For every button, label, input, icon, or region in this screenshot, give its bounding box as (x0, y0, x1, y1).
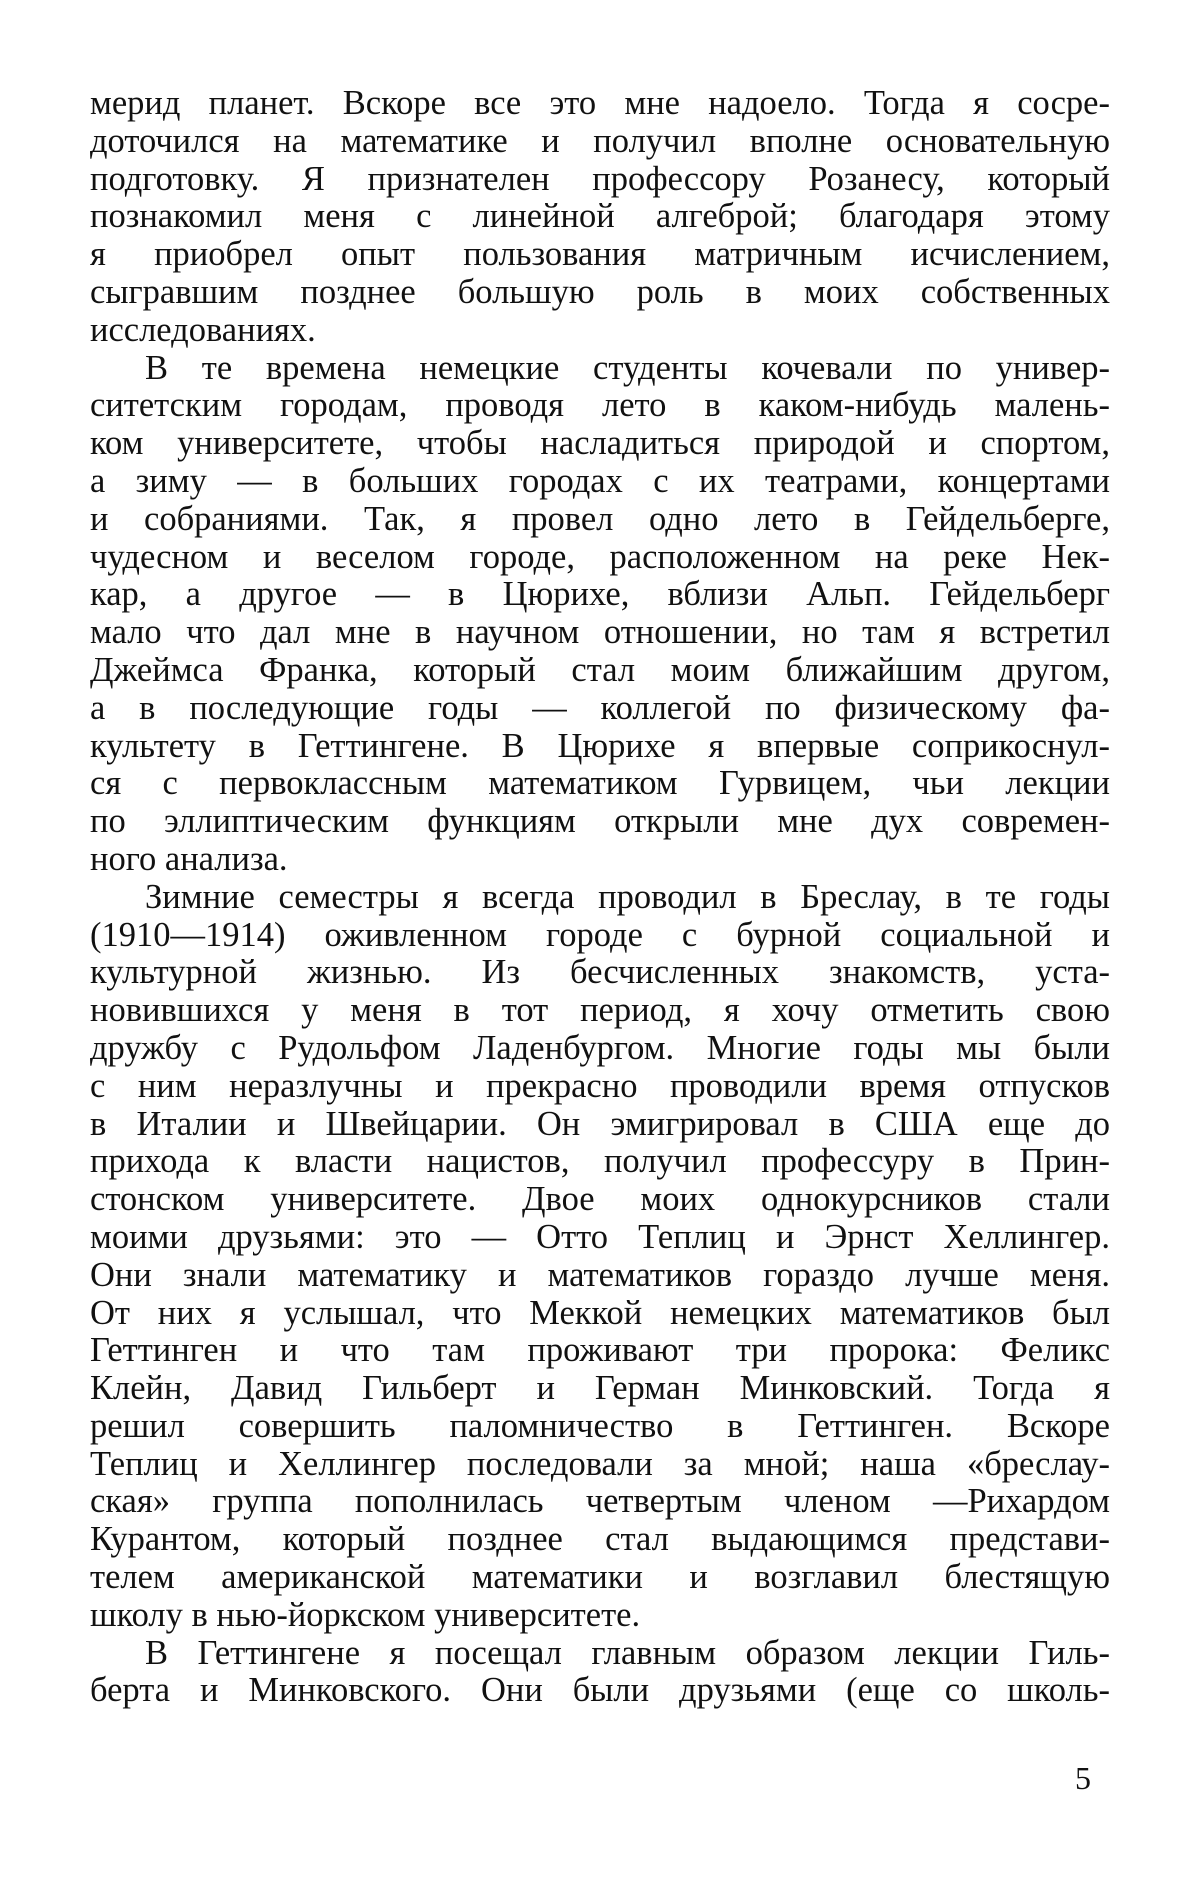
text-line: Они знали математику и математиков гораздо лучше меня. (90, 1256, 1110, 1294)
text-line: мерид планет. Вскоре все это мне надоело. Тогда я сосре- (90, 85, 1110, 122)
text-line: чудесном и веселом городе, расположенном на реке Нек- (90, 538, 1110, 576)
text-line: и собраниями. Так, я провел одно лето в Гейдельберге, (90, 500, 1110, 538)
text-line: познакомил меня с линейной алгеброй; благодаря этому (90, 198, 1110, 236)
text-line: Джеймса Франка, который стал моим ближайшим другом, (90, 651, 1110, 689)
text-line: ся с первоклассным математиком Гурвицем, чьи лекции (90, 765, 1110, 803)
text-line: В Геттингене я посещал главным образом лекции Гиль- (145, 1634, 1110, 1672)
page-body (90, 85, 1110, 1710)
text-line: мало что дал мне в научном отношении, но там я встретил (90, 614, 1110, 652)
text-line: моими друзьями: это — Отто Теплиц и Эрнст Хеллингер. (90, 1218, 1110, 1256)
text-line: Зимние семестры я всегда проводил в Бреслау, в те годы (145, 878, 1110, 916)
text-line: доточился на математике и получил вполне основательную (90, 122, 1110, 160)
text-line: дружбу с Рудольфом Ладенбургом. Многие годы мы были (90, 1029, 1110, 1067)
text-line: (1910—1914) оживленном городе с бурной социальной и (90, 916, 1110, 954)
text-line: ситетским городам, проводя лето в каком-нибудь малень- (90, 387, 1110, 425)
text-line: Геттинген и что там проживают три пророка: Феликс (90, 1332, 1110, 1370)
text-line: культету в Геттингене. В Цюрихе я впервые соприкоснул- (90, 727, 1110, 765)
text-line: в Италии и Швейцарии. Он эмигрировал в США еще до (90, 1105, 1110, 1143)
text-line: а в последующие годы — коллегой по физическому фа- (90, 689, 1110, 727)
page-number: 5 (1075, 1760, 1091, 1796)
text-line: Клейн, Давид Гильберт и Герман Минковский. Тогда я (90, 1370, 1110, 1408)
text-line: Теплиц и Хеллингер последовали за мной; наша «бреслау- (90, 1445, 1110, 1483)
text-line: новившихся у меня в тот период, я хочу отметить свою (90, 992, 1110, 1030)
text-line: кар, а другое — в Цюрихе, вблизи Альп. Гейдельберг (90, 576, 1110, 614)
text-line: Курантом, который позднее стал выдающимся представи- (90, 1521, 1110, 1559)
text-line: решил совершить паломничество в Геттинген. Вскоре (90, 1407, 1110, 1445)
text-line: берта и Минковского. Они были друзьями (еще со школь- (90, 1672, 1110, 1710)
text-line: сыгравшим позднее большую роль в моих собственных (90, 273, 1110, 311)
text-line: школу в нью-йоркском университете. (90, 1596, 641, 1634)
text-line: культурной жизнью. Из бесчисленных знакомств, уста- (90, 954, 1110, 992)
text-line: ком университете, чтобы насладиться природой и спортом, (90, 425, 1110, 463)
text-line: телем американской математики и возглавил блестящую (90, 1559, 1110, 1597)
text-line: стонском университете. Двое моих однокурсников стали (90, 1181, 1110, 1219)
text-line: с ним неразлучны и прекрасно проводили время отпусков (90, 1067, 1110, 1105)
paragraph (90, 350, 1110, 879)
paragraph (90, 85, 1110, 350)
text-line: ская» группа пополнилась четвертым членом —Рихардом (90, 1483, 1110, 1521)
text-line: ного анализа. (90, 840, 288, 878)
text-line: В те времена немецкие студенты кочевали по универ- (145, 349, 1110, 387)
text-line: От них я услышал, что Меккой немецких математиков был (90, 1294, 1110, 1332)
text-line: подготовку. Я признателен профессору Розанесу, который (90, 160, 1110, 198)
paragraph (90, 879, 1110, 1635)
text-line: я приобрел опыт пользования матричным исчислением, (90, 236, 1110, 274)
text-line: а зиму — в больших городах с их театрами, концертами (90, 462, 1110, 500)
text-line: исследованиях. (90, 311, 316, 349)
text-line: прихода к власти нацистов, получил профессуру в Прин- (90, 1143, 1110, 1181)
text-line: по эллиптическим функциям открыли мне дух современ- (90, 803, 1110, 841)
paragraph (90, 1635, 1110, 1711)
